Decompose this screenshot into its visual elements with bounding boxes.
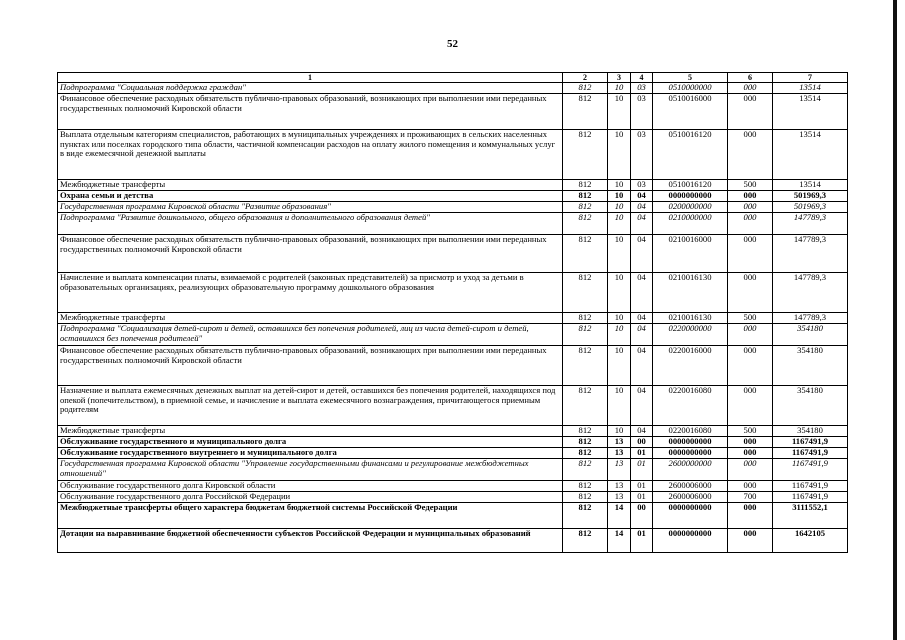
ministry-code-cell: 812 [563, 459, 608, 481]
table-row [58, 459, 848, 481]
amount-cell: 501969,3 [773, 191, 848, 202]
subsection-cell: 04 [631, 191, 653, 202]
subsection-cell: 04 [631, 346, 653, 386]
row-name-cell: Начисление и выплата компенсации платы, взимаемой с родителей (законных представителей) за присмотр и уход за детьми в образовательных организациях, реализующих образовательную программу дошкольного образования [58, 273, 563, 313]
target-article-cell: 0220016080 [653, 426, 728, 437]
ministry-code-cell: 812 [563, 437, 608, 448]
ministry-code-cell: 812 [563, 235, 608, 273]
subsection-cell: 04 [631, 213, 653, 235]
amount-cell: 1167491,9 [773, 437, 848, 448]
column-header: 5 [653, 73, 728, 83]
expense-type-cell: 000 [728, 437, 773, 448]
table-row [58, 386, 848, 426]
target-article-cell: 0510016120 [653, 180, 728, 191]
table-row [58, 503, 848, 529]
section-cell: 10 [608, 94, 631, 130]
ministry-code-cell: 812 [563, 448, 608, 459]
table-row [58, 180, 848, 191]
amount-cell: 354180 [773, 346, 848, 386]
section-cell: 10 [608, 202, 631, 213]
amount-cell: 13514 [773, 180, 848, 191]
expense-type-cell: 000 [728, 83, 773, 94]
expense-type-cell: 000 [728, 346, 773, 386]
expense-type-cell: 000 [728, 235, 773, 273]
table-row [58, 191, 848, 202]
section-cell: 13 [608, 492, 631, 503]
expense-type-cell: 000 [728, 273, 773, 313]
subsection-cell: 01 [631, 492, 653, 503]
subsection-cell: 04 [631, 313, 653, 324]
table-row [58, 83, 848, 94]
expense-type-cell: 000 [728, 481, 773, 492]
column-header: 2 [563, 73, 608, 83]
subsection-cell: 03 [631, 180, 653, 191]
section-cell: 10 [608, 324, 631, 346]
expense-type-cell: 500 [728, 313, 773, 324]
target-article-cell: 0210016000 [653, 235, 728, 273]
target-article-cell: 0510016000 [653, 94, 728, 130]
target-article-cell: 0000000000 [653, 448, 728, 459]
target-article-cell: 0210000000 [653, 213, 728, 235]
expense-type-cell: 000 [728, 191, 773, 202]
section-cell: 13 [608, 448, 631, 459]
table-row [58, 202, 848, 213]
section-cell: 10 [608, 130, 631, 180]
subsection-cell: 04 [631, 202, 653, 213]
ministry-code-cell: 812 [563, 313, 608, 324]
amount-cell: 354180 [773, 426, 848, 437]
subsection-cell: 04 [631, 324, 653, 346]
section-cell: 10 [608, 313, 631, 324]
subsection-cell: 03 [631, 94, 653, 130]
row-name-cell: Межбюджетные трансферты [58, 180, 563, 191]
amount-cell: 1167491,9 [773, 459, 848, 481]
subsection-cell: 01 [631, 529, 653, 553]
row-name-cell: Подпрограмма "Социальная поддержка граждан" [58, 83, 563, 94]
scan-edge-bar [893, 0, 897, 640]
target-article-cell: 0000000000 [653, 529, 728, 553]
row-name-cell: Межбюджетные трансферты общего характера бюджетам бюджетной системы Российской Федерации [58, 503, 563, 529]
table-row [58, 273, 848, 313]
ministry-code-cell: 812 [563, 180, 608, 191]
target-article-cell: 0510016120 [653, 130, 728, 180]
subsection-cell: 01 [631, 448, 653, 459]
amount-cell: 354180 [773, 324, 848, 346]
expense-type-cell: 000 [728, 386, 773, 426]
target-article-cell: 0220016000 [653, 346, 728, 386]
target-article-cell: 0000000000 [653, 191, 728, 202]
target-article-cell: 2600006000 [653, 492, 728, 503]
amount-cell: 1642105 [773, 529, 848, 553]
ministry-code-cell: 812 [563, 213, 608, 235]
section-cell: 10 [608, 386, 631, 426]
row-name-cell: Охрана семьи и детства [58, 191, 563, 202]
table-row [58, 94, 848, 130]
expense-type-cell: 500 [728, 180, 773, 191]
section-cell: 10 [608, 426, 631, 437]
amount-cell: 13514 [773, 94, 848, 130]
amount-cell: 354180 [773, 386, 848, 426]
target-article-cell: 0220016080 [653, 386, 728, 426]
table-row [58, 448, 848, 459]
target-article-cell: 0220000000 [653, 324, 728, 346]
target-article-cell: 0210016130 [653, 313, 728, 324]
amount-cell: 3111552,1 [773, 503, 848, 529]
ministry-code-cell: 812 [563, 273, 608, 313]
amount-cell: 13514 [773, 83, 848, 94]
table-row [58, 324, 848, 346]
table-row [58, 492, 848, 503]
expense-type-cell: 000 [728, 459, 773, 481]
row-name-cell: Дотации на выравнивание бюджетной обеспеченности субъектов Российской Федерации и муниципальных образований [58, 529, 563, 553]
budget-table [57, 72, 848, 553]
expense-type-cell: 000 [728, 529, 773, 553]
ministry-code-cell: 812 [563, 94, 608, 130]
column-header: 6 [728, 73, 773, 83]
ministry-code-cell: 812 [563, 492, 608, 503]
target-article-cell: 0200000000 [653, 202, 728, 213]
amount-cell: 147789,3 [773, 273, 848, 313]
table-row [58, 130, 848, 180]
subsection-cell: 00 [631, 437, 653, 448]
ministry-code-cell: 812 [563, 346, 608, 386]
subsection-cell: 04 [631, 235, 653, 273]
target-article-cell: 0210016130 [653, 273, 728, 313]
subsection-cell: 03 [631, 83, 653, 94]
row-name-cell: Межбюджетные трансферты [58, 426, 563, 437]
table-row [58, 346, 848, 386]
subsection-cell: 03 [631, 130, 653, 180]
expense-type-cell: 000 [728, 324, 773, 346]
section-cell: 10 [608, 213, 631, 235]
table-row [58, 426, 848, 437]
column-header: 1 [58, 73, 563, 83]
subsection-cell: 04 [631, 386, 653, 426]
ministry-code-cell: 812 [563, 191, 608, 202]
section-cell: 10 [608, 191, 631, 202]
amount-cell: 13514 [773, 130, 848, 180]
row-name-cell: Финансовое обеспечение расходных обязательств публично-правовых образований, возникающих при выполнении ими переданных государственных полномочий Кировской области [58, 235, 563, 273]
expense-type-cell: 000 [728, 202, 773, 213]
row-name-cell: Выплата отдельным категориям специалистов, работающих в муниципальных учреждениях и проживающих в сельских населенных пунктах или поселках городского типа области, частичной компенсации расходов на оплату жилого помещения и коммунальных услуг в виде ежемесячной денежной выплаты [58, 130, 563, 180]
page-number: 52 [447, 38, 458, 50]
amount-cell: 1167491,9 [773, 481, 848, 492]
expense-type-cell: 500 [728, 426, 773, 437]
target-article-cell: 2600000000 [653, 459, 728, 481]
subsection-cell: 04 [631, 273, 653, 313]
table-row [58, 481, 848, 492]
ministry-code-cell: 812 [563, 503, 608, 529]
section-cell: 10 [608, 180, 631, 191]
section-cell: 10 [608, 273, 631, 313]
table-row [58, 437, 848, 448]
ministry-code-cell: 812 [563, 481, 608, 492]
row-name-cell: Государственная программа Кировской области "Развитие образования" [58, 202, 563, 213]
target-article-cell: 2600006000 [653, 481, 728, 492]
section-cell: 14 [608, 529, 631, 553]
target-article-cell: 0510000000 [653, 83, 728, 94]
table-row [58, 213, 848, 235]
expense-type-cell: 700 [728, 492, 773, 503]
row-name-cell: Обслуживание государственного и муниципального долга [58, 437, 563, 448]
row-name-cell: Финансовое обеспечение расходных обязательств публично-правовых образований, возникающих при выполнении ими переданных государственных полномочий Кировской области [58, 94, 563, 130]
amount-cell: 147789,3 [773, 235, 848, 273]
ministry-code-cell: 812 [563, 202, 608, 213]
section-cell: 13 [608, 459, 631, 481]
row-name-cell: Подпрограмма "Развитие дошкольного, общего образования и дополнительного образования детей" [58, 213, 563, 235]
subsection-cell: 01 [631, 459, 653, 481]
ministry-code-cell: 812 [563, 426, 608, 437]
section-cell: 14 [608, 503, 631, 529]
expense-type-cell: 000 [728, 130, 773, 180]
section-cell: 10 [608, 235, 631, 273]
table-row [58, 529, 848, 553]
subsection-cell: 00 [631, 503, 653, 529]
target-article-cell: 0000000000 [653, 503, 728, 529]
column-header: 7 [773, 73, 848, 83]
ministry-code-cell: 812 [563, 324, 608, 346]
expense-type-cell: 000 [728, 94, 773, 130]
section-cell: 13 [608, 481, 631, 492]
ministry-code-cell: 812 [563, 386, 608, 426]
table-body [58, 83, 848, 553]
table-row [58, 313, 848, 324]
column-header: 3 [608, 73, 631, 83]
amount-cell: 1167491,9 [773, 492, 848, 503]
column-header: 4 [631, 73, 653, 83]
subsection-cell: 01 [631, 481, 653, 492]
expense-type-cell: 000 [728, 503, 773, 529]
row-name-cell: Государственная программа Кировской области "Управление государственными финансами и регулирование межбюджетных отношений" [58, 459, 563, 481]
section-cell: 10 [608, 83, 631, 94]
table-row [58, 235, 848, 273]
row-name-cell: Межбюджетные трансферты [58, 313, 563, 324]
subsection-cell: 04 [631, 426, 653, 437]
target-article-cell: 0000000000 [653, 437, 728, 448]
amount-cell: 501969,3 [773, 202, 848, 213]
amount-cell: 147789,3 [773, 313, 848, 324]
row-name-cell: Финансовое обеспечение расходных обязательств публично-правовых образований, возникающих при выполнении ими переданных государственных полномочий Кировской области [58, 346, 563, 386]
row-name-cell: Обслуживание государственного долга Российской Федерации [58, 492, 563, 503]
amount-cell: 1167491,9 [773, 448, 848, 459]
row-name-cell: Назначение и выплата ежемесячных денежных выплат на детей-сирот и детей, оставшихся без попечения родителей, находящихся под опекой (попечительством), в приемной семье, и начисление и выплата ежемесячного вознаграждения, причитающегося приемным родителям [58, 386, 563, 426]
row-name-cell: Обслуживание государственного долга Кировской области [58, 481, 563, 492]
section-cell: 10 [608, 346, 631, 386]
ministry-code-cell: 812 [563, 130, 608, 180]
expense-type-cell: 000 [728, 213, 773, 235]
amount-cell: 147789,3 [773, 213, 848, 235]
ministry-code-cell: 812 [563, 529, 608, 553]
header-row [58, 73, 848, 83]
section-cell: 13 [608, 437, 631, 448]
row-name-cell: Подпрограмма "Социализация детей-сирот и детей, оставшихся без попечения родителей, лиц из числа детей-сирот и детей, оставшихся без попечения родителей" [58, 324, 563, 346]
ministry-code-cell: 812 [563, 83, 608, 94]
expense-type-cell: 000 [728, 448, 773, 459]
row-name-cell: Обслуживание государственного внутреннего и муниципального долга [58, 448, 563, 459]
